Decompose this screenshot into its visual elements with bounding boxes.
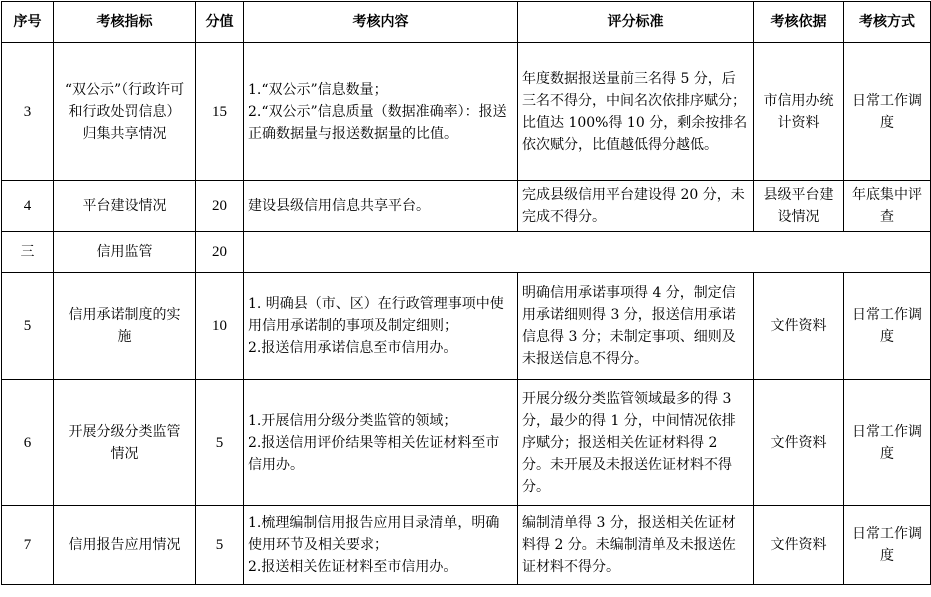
row-content: 1.“双公示”信息数量； 2.“双公示”信息质量（数据准确率）：报送正确数据量与报送数据量的比值。: [244, 43, 518, 181]
header-score: 分值: [196, 2, 244, 43]
table-row: [2, 181, 931, 232]
table-row: [2, 506, 931, 585]
row-content: 1.梳理编制信用报告应用目录清单，明确使用环节及相关要求； 2.报送相关佐证材料至市信用办。: [244, 506, 518, 585]
header-row: [2, 2, 931, 43]
section-row: [2, 232, 931, 273]
row-seq: 3: [2, 43, 54, 181]
header-seq: 序号: [2, 2, 54, 43]
header-content: 考核内容: [244, 2, 518, 43]
row-method: 日常工作调度: [844, 43, 931, 181]
row-basis: 文件资料: [754, 506, 844, 585]
row-method: 日常工作调度: [844, 506, 931, 585]
row-score: 20: [196, 181, 244, 232]
row-indicator: 开展分级分类监管情况: [54, 380, 196, 506]
row-score: 5: [196, 506, 244, 585]
table-row: [2, 273, 931, 380]
row-seq: 6: [2, 380, 54, 506]
row-indicator: 信用监管: [54, 232, 196, 273]
table-row: [2, 43, 931, 181]
row-criteria: 开展分级分类监管领域最多的得 3 分，最少的得 1 分，中间情况依排序赋分；报送相关佐证材料得 2 分。未开展及未报送佐证材料不得分。: [518, 380, 754, 506]
row-content: 1. 明确县（市、区）在行政管理事项中使用信用承诺制的事项及制定细则； 2.报送信用承诺信息至市信用办。: [244, 273, 518, 380]
row-basis: 县级平台建设情况: [754, 181, 844, 232]
row-indicator: 信用承诺制度的实施: [54, 273, 196, 380]
assessment-table: [1, 1, 931, 585]
row-basis: 市信用办统计资料: [754, 43, 844, 181]
row-basis: 文件资料: [754, 273, 844, 380]
row-score: 20: [196, 232, 244, 273]
row-indicator: “双公示”（行政许可和行政处罚信息）归集共享情况: [54, 43, 196, 181]
row-method: 年底集中评查: [844, 181, 931, 232]
header-method: 考核方式: [844, 2, 931, 43]
row-seq: 7: [2, 506, 54, 585]
row-empty-merged: [244, 232, 931, 273]
row-seq: 三: [2, 232, 54, 273]
row-score: 10: [196, 273, 244, 380]
row-criteria: 年度数据报送量前三名得 5 分，后三名不得分，中间名次依排序赋分； 比值达 100%得 10 分，剩余按排名依次赋分，比值越低得分越低。: [518, 43, 754, 181]
row-content: 建设县级信用信息共享平台。: [244, 181, 518, 232]
row-content: 1.开展信用分级分类监管的领域； 2.报送信用评价结果等相关佐证材料至市信用办。: [244, 380, 518, 506]
row-indicator: 平台建设情况: [54, 181, 196, 232]
header-basis: 考核依据: [754, 2, 844, 43]
row-score: 5: [196, 380, 244, 506]
row-criteria: 明确信用承诺事项得 4 分，制定信用承诺细则得 3 分，报送信用承诺信息得 3 分；未制定事项、细则及未报送信息不得分。: [518, 273, 754, 380]
row-seq: 5: [2, 273, 54, 380]
row-criteria: 完成县级信用平台建设得 20 分，未完成不得分。: [518, 181, 754, 232]
table-row: [2, 380, 931, 506]
row-indicator: 信用报告应用情况: [54, 506, 196, 585]
row-criteria: 编制清单得 3 分，报送相关佐证材料得 2 分。未编制清单及未报送佐证材料不得分。: [518, 506, 754, 585]
header-indicator: 考核指标: [54, 2, 196, 43]
row-score: 15: [196, 43, 244, 181]
row-method: 日常工作调度: [844, 273, 931, 380]
row-seq: 4: [2, 181, 54, 232]
row-basis: 文件资料: [754, 380, 844, 506]
row-method: 日常工作调度: [844, 380, 931, 506]
header-criteria: 评分标准: [518, 2, 754, 43]
